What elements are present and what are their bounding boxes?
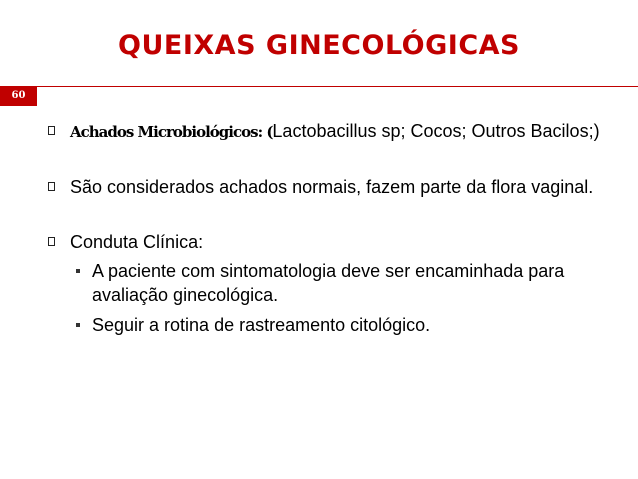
bullet-item	[48, 119, 608, 144]
small-square-bullet-icon	[76, 323, 80, 327]
square-bullet-icon	[48, 126, 55, 135]
sub-bullet-list	[70, 259, 608, 337]
slide-title: QUEIXAS GINECOLÓGICAS	[118, 30, 520, 61]
title-divider	[0, 86, 638, 87]
sub-bullet-text: Seguir a rotina de rastreamento citológico.	[92, 315, 431, 335]
bullet-item	[48, 175, 608, 199]
sub-bullet-text: A paciente com sintomatologia deve ser encaminhada para avaliação ginecológica.	[92, 261, 565, 305]
bullet-text: São considerados achados normais, fazem parte da flora vaginal.	[70, 177, 594, 197]
slide-content	[48, 119, 608, 337]
bullet-item	[48, 230, 608, 337]
sub-bullet-item	[70, 313, 608, 337]
small-square-bullet-icon	[76, 269, 80, 273]
bullet-text: Conduta Clínica:	[70, 232, 204, 252]
sub-bullet-item	[70, 259, 608, 307]
page-number: 60	[0, 86, 37, 106]
square-bullet-icon	[48, 237, 55, 246]
square-bullet-icon	[48, 182, 55, 191]
bullet-lead: Achados Microbiológicos: (	[70, 123, 273, 141]
bullet-text: Lactobacillus sp; Cocos; Outros Bacilos;)	[272, 121, 600, 141]
